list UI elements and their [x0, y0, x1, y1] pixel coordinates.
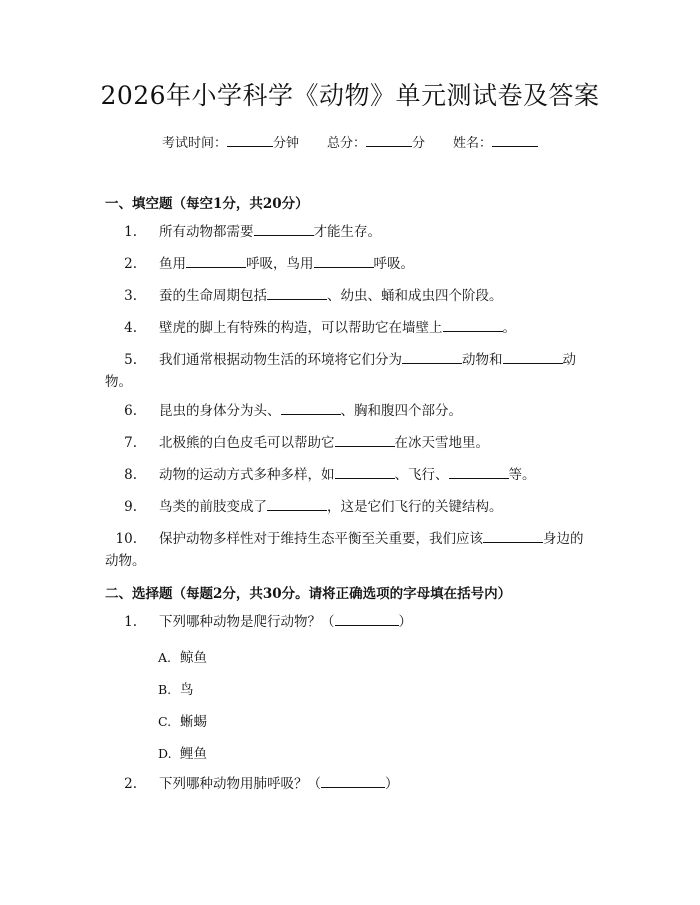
question-choice-1: 1. 下列哪种动物是爬行动物？（ ）: [124, 614, 412, 630]
question-fill-4: 4. 壁虎的脚上有特殊的构造，可以帮助它在墙壁上 。: [124, 320, 516, 336]
time-blank[interactable]: [227, 134, 273, 147]
answer-blank[interactable]: [402, 351, 462, 364]
option-d[interactable]: D. 鲤鱼: [158, 746, 207, 762]
question-choice-2: 2. 下列哪种动物用肺呼吸？（ ）: [124, 776, 399, 792]
option-a[interactable]: A. 鲸鱼: [158, 650, 207, 666]
question-fill-10: 10. 保护动物多样性对于维持生态平衡至关重要，我们应该 身边的动物。: [105, 531, 584, 569]
exam-meta: [0, 132, 700, 151]
answer-blank[interactable]: [186, 255, 246, 268]
time-unit: 分钟: [272, 136, 299, 151]
question-fill-3: 3. 蚕的生命周期包括 、幼虫、蛹和成虫四个阶段。: [124, 288, 503, 304]
answer-blank[interactable]: [281, 402, 341, 415]
answer-blank[interactable]: [449, 466, 509, 479]
answer-blank[interactable]: [335, 613, 399, 626]
time-label: 考试时间：: [161, 136, 227, 151]
score-unit: 分: [412, 136, 426, 151]
section-heading-fill-blank: 一、填空题（每空1分，共20分）: [105, 196, 309, 212]
answer-blank[interactable]: [314, 255, 374, 268]
answer-blank[interactable]: [267, 287, 327, 300]
score-blank[interactable]: [366, 134, 412, 147]
question-fill-9: 9. 鸟类的前肢变成了 ，这是它们飞行的关键结构。: [124, 499, 503, 515]
name-label: 姓名：: [453, 136, 493, 151]
answer-blank[interactable]: [335, 466, 395, 479]
answer-blank[interactable]: [254, 223, 314, 236]
question-fill-8: 8. 动物的运动方式多种多样，如 、飞行、 等。: [124, 467, 536, 483]
answer-blank[interactable]: [321, 775, 385, 788]
section-heading-multiple-choice: 二、选择题（每题2分，共30分。请将正确选项的字母填在括号内）: [105, 586, 512, 602]
answer-blank[interactable]: [503, 351, 563, 364]
question-fill-1: 1. 所有动物都需要 才能生存。: [124, 224, 381, 240]
option-b[interactable]: B. 鸟: [158, 682, 194, 698]
option-c[interactable]: C. 蜥蜴: [158, 714, 207, 730]
score-label: 总分：: [326, 136, 366, 151]
page-title: 2026年小学科学《动物》单元测试卷及答案: [100, 81, 600, 110]
answer-blank[interactable]: [267, 498, 327, 511]
question-fill-6: 6. 昆虫的身体分为头、 、胸和腹四个部分。: [124, 403, 462, 419]
question-fill-5: 5. 我们通常根据动物生活的环境将它们分为 动物和 动物。: [105, 352, 576, 390]
answer-blank[interactable]: [483, 530, 543, 543]
name-blank[interactable]: [492, 134, 538, 147]
question-fill-7: 7. 北极熊的白色皮毛可以帮助它 在冰天雪地里。: [124, 435, 489, 451]
answer-blank[interactable]: [443, 319, 503, 332]
answer-blank[interactable]: [335, 434, 395, 447]
question-fill-2: 2. 鱼用 呼吸，鸟用 呼吸。: [124, 256, 414, 272]
